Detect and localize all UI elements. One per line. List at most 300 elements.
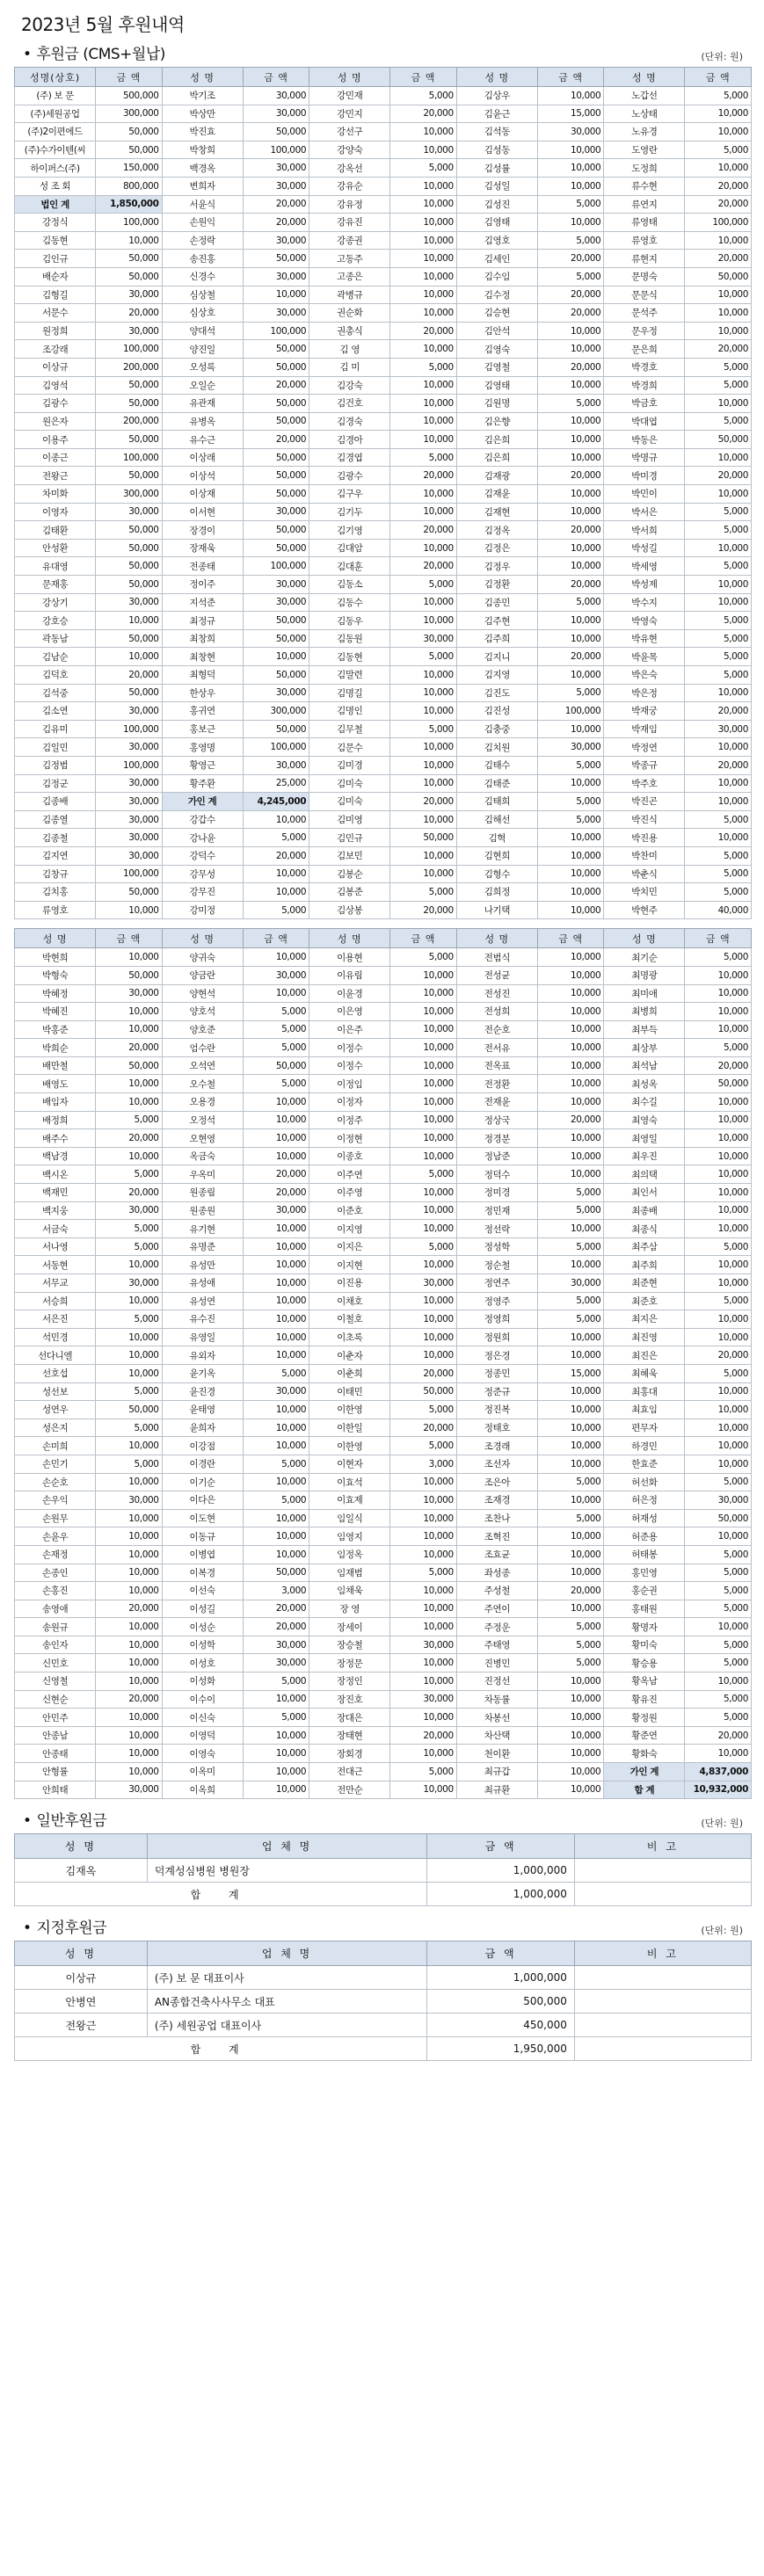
donation-amount: 10,000: [685, 322, 752, 340]
donor-name: 손민기: [15, 1455, 96, 1473]
donation-amount: 10,000: [96, 1075, 162, 1093]
donation-amount: 20,000: [390, 467, 456, 485]
cms-donation-table-2: [14, 928, 752, 1799]
designated-section-title-text: 지정후원금: [36, 1919, 107, 1938]
donation-amount: 30,000: [96, 793, 162, 811]
donor-name: 박은정: [604, 684, 685, 702]
donation-amount: 10,000: [685, 1437, 752, 1455]
donation-amount: 10,000: [685, 1419, 752, 1437]
donation-amount: 10,000: [390, 1346, 456, 1365]
donation-amount: 800,000: [96, 177, 162, 195]
donation-amount: 20,000: [537, 648, 603, 666]
donor-name: 박수지: [604, 593, 685, 612]
donation-amount: 10,000: [390, 1654, 456, 1673]
donor-name: 박형숙: [15, 966, 96, 984]
donation-amount: 30,000: [537, 738, 603, 757]
donor-name: 도정희: [604, 159, 685, 178]
donation-amount: 10,000: [243, 1220, 309, 1238]
donor-name: 전왕근: [15, 467, 96, 485]
donation-amount: 10,000: [390, 231, 456, 250]
donation-amount: 5,000: [243, 1491, 309, 1510]
table-header-row: [15, 929, 752, 948]
donation-amount: 100,000: [96, 214, 162, 232]
donation-amount: 10,000: [685, 1310, 752, 1329]
donor-name: 손윤우: [15, 1527, 96, 1546]
subtotal-amount: 4,837,000: [685, 1763, 752, 1781]
donation-amount: 10,000: [537, 1346, 603, 1365]
donor-name: 최수길: [604, 1093, 685, 1112]
donation-amount: 10,000: [243, 1111, 309, 1129]
donor-name: 박현주: [604, 901, 685, 919]
column-header-amount: 금 액: [685, 68, 752, 87]
donation-amount: 10,000: [243, 1346, 309, 1365]
donor-name: 김성진: [456, 195, 537, 214]
donation-amount: 50,000: [96, 1401, 162, 1419]
donor-name: 서은진: [15, 1310, 96, 1329]
column-header-amount: 금 액: [685, 929, 752, 948]
donor-name: 정영희: [456, 1310, 537, 1329]
donation-amount: 10,000: [685, 1527, 752, 1546]
donation-amount: 10,000: [390, 1020, 456, 1039]
donation-amount: 10,000: [537, 629, 603, 648]
donor-name: 백남경: [15, 1147, 96, 1165]
donation-amount: 5,000: [537, 1292, 603, 1310]
donor-name: 나기택: [456, 901, 537, 919]
donation-amount: 10,000: [537, 503, 603, 521]
table-row: [15, 1419, 752, 1437]
donor-name: 최미애: [604, 984, 685, 1003]
donor-name: 이수이: [162, 1690, 243, 1709]
donor-name: 원은자: [15, 412, 96, 431]
donation-amount: 30,000: [96, 702, 162, 721]
donation-amount: 5,000: [537, 1237, 603, 1256]
donation-amount: 20,000: [685, 195, 752, 214]
donation-amount: 10,000: [243, 286, 309, 304]
cms-section-header: [23, 41, 750, 63]
table-row: [15, 793, 752, 811]
donor-name: 김대암: [309, 539, 390, 557]
table-row: [15, 1020, 752, 1039]
donation-amount: 30,000: [537, 1274, 603, 1293]
donor-name: 곽병규: [309, 286, 390, 304]
table-row: [15, 948, 752, 967]
donor-name: 홍순권: [604, 1582, 685, 1600]
donation-amount: 5,000: [685, 521, 752, 540]
column-header-amount: 금 액: [390, 929, 456, 948]
cms-section-title: [23, 41, 165, 63]
donation-amount: 10,000: [537, 141, 603, 159]
donor-name: 김상봉: [309, 901, 390, 919]
donation-amount: 10,000: [537, 612, 603, 630]
donor-name: 백시온: [15, 1165, 96, 1184]
donor-name: 안종태: [15, 1745, 96, 1763]
donor-name: 이병엽: [162, 1545, 243, 1564]
donor-name: (주)2이편에드: [15, 123, 96, 141]
donor-name: 송영애: [15, 1600, 96, 1618]
donor-name: 신현순: [15, 1690, 96, 1709]
donation-amount: 50,000: [96, 467, 162, 485]
donation-amount: 10,000: [685, 1455, 752, 1473]
table-header-row: [15, 1834, 752, 1859]
donation-amount: 10,000: [243, 1473, 309, 1491]
donation-amount: 5,000: [685, 810, 752, 829]
donor-name: 윤기옥: [162, 1364, 243, 1382]
unit-label: (단위: 원): [701, 51, 743, 62]
donation-amount: 10,000: [390, 966, 456, 984]
donor-name: 이성길: [162, 1600, 243, 1618]
table-row: [15, 1709, 752, 1727]
donor-name: 김지니: [456, 648, 537, 666]
subtotal-amount: 1,850,000: [96, 195, 162, 214]
donation-amount: 20,000: [537, 467, 603, 485]
donation-amount: 10,000: [96, 648, 162, 666]
donation-amount: 20,000: [243, 214, 309, 232]
donor-name: 서승희: [15, 1292, 96, 1310]
table-row: [15, 1346, 752, 1365]
donor-name: 강유진: [309, 214, 390, 232]
donation-amount: 5,000: [537, 231, 603, 250]
donor-name: 정선락: [456, 1220, 537, 1238]
donor-name: 차동률: [456, 1690, 537, 1709]
donation-amount: 50,000: [685, 1075, 752, 1093]
donation-amount: 20,000: [685, 340, 752, 359]
donation-amount: 10,000: [96, 1147, 162, 1165]
donor-name: 김안석: [456, 322, 537, 340]
donation-amount: 30,000: [96, 1274, 162, 1293]
donor-name: 안병연: [15, 1990, 148, 2014]
donor-name: 이효석: [309, 1473, 390, 1491]
donation-amount: 50,000: [96, 376, 162, 395]
table-row: [15, 629, 752, 648]
donation-amount: 10,000: [390, 1545, 456, 1564]
donation-amount: 50,000: [685, 1509, 752, 1527]
donation-amount: 10,000: [685, 485, 752, 504]
donor-name: 김승현: [456, 304, 537, 323]
donor-name: 김주현: [456, 612, 537, 630]
donation-amount: 5,000: [96, 1111, 162, 1129]
donation-amount: 10,000: [243, 1292, 309, 1310]
donor-name: 김무철: [309, 720, 390, 738]
donation-amount: 5,000: [685, 948, 752, 967]
donor-name: 최석남: [604, 1056, 685, 1075]
donor-name: 유기현: [162, 1220, 243, 1238]
donation-amount: 3,000: [243, 1582, 309, 1600]
table-row: [15, 1859, 752, 1883]
donor-name: 박성길: [604, 539, 685, 557]
donor-name: 강갑수: [162, 810, 243, 829]
donation-amount: 10,000: [685, 1020, 752, 1039]
donor-name: 이은주: [309, 1020, 390, 1039]
donor-name: 배정희: [15, 1111, 96, 1129]
donor-name: 이한영: [309, 1401, 390, 1419]
donation-amount: 5,000: [243, 1020, 309, 1039]
donation-amount: 50,000: [243, 340, 309, 359]
table-row: [15, 1654, 752, 1673]
donation-amount: 40,000: [685, 901, 752, 919]
donor-name: 허선화: [604, 1473, 685, 1491]
donor-name: 류영호: [604, 231, 685, 250]
column-header-name: 성 명: [15, 1834, 148, 1859]
column-header-name: 성 명: [456, 68, 537, 87]
donation-amount: 10,000: [243, 1093, 309, 1112]
donation-amount: 10,000: [685, 1165, 752, 1184]
donation-amount: 10,000: [685, 738, 752, 757]
bullet-icon: •: [23, 1919, 32, 1938]
donation-amount: 10,000: [243, 1328, 309, 1346]
donation-amount: 500,000: [427, 1990, 575, 2014]
donation-amount: 10,000: [390, 1310, 456, 1329]
donor-name: 김강숙: [309, 376, 390, 395]
donor-name: 신경수: [162, 267, 243, 286]
donor-name: 이지영: [309, 1220, 390, 1238]
donation-amount: 20,000: [96, 1039, 162, 1057]
donation-amount: 50,000: [685, 431, 752, 449]
donor-name: 이춘희: [309, 1364, 390, 1382]
donation-amount: 10,000: [537, 1564, 603, 1582]
donation-amount: 5,000: [685, 376, 752, 395]
donor-name: 신영철: [15, 1673, 96, 1691]
donation-amount: 10,000: [537, 720, 603, 738]
table-row: [15, 738, 752, 757]
donation-amount: 5,000: [685, 1039, 752, 1057]
donation-amount: 5,000: [537, 793, 603, 811]
donation-amount: 100,000: [96, 448, 162, 467]
donation-amount: 5,000: [685, 1600, 752, 1618]
donor-name: 전만순: [309, 1781, 390, 1799]
donation-amount: 100,000: [537, 702, 603, 721]
column-header-amount: 금 액: [390, 68, 456, 87]
donor-name: 이주영: [309, 1184, 390, 1202]
donation-amount: 10,000: [537, 1600, 603, 1618]
donation-amount: 10,000: [537, 1781, 603, 1799]
donor-name: 조선자: [456, 1455, 537, 1473]
donor-name: 이정주: [309, 1111, 390, 1129]
donation-amount: 10,000: [537, 901, 603, 919]
table-row: [15, 720, 752, 738]
donation-amount: 50,000: [390, 1382, 456, 1401]
donation-amount: 30,000: [96, 738, 162, 757]
donation-amount: 10,000: [96, 1437, 162, 1455]
donor-name: 백지웅: [15, 1201, 96, 1220]
total-note: [574, 1883, 751, 1906]
donation-amount: 20,000: [685, 177, 752, 195]
donor-name: 최종배: [604, 1201, 685, 1220]
donor-name: 전범식: [456, 948, 537, 967]
donor-name: 박재임: [604, 720, 685, 738]
donor-name: 박금호: [604, 395, 685, 413]
donation-amount: 50,000: [96, 883, 162, 902]
donation-amount: 100,000: [96, 865, 162, 883]
donor-name: 김정환: [456, 576, 537, 594]
donation-amount: 10,000: [243, 865, 309, 883]
donor-name: 장승철: [309, 1636, 390, 1654]
donor-name: 김재옥: [15, 1859, 148, 1883]
donation-amount: 150,000: [96, 159, 162, 178]
donation-amount: 30,000: [537, 123, 603, 141]
donor-name: 김봉순: [309, 865, 390, 883]
donor-name: 김성률: [456, 159, 537, 178]
donor-name: 정은경: [456, 1346, 537, 1365]
donation-amount: 10,000: [390, 412, 456, 431]
donation-amount: 30,000: [243, 756, 309, 774]
donor-name: 이현자: [309, 1455, 390, 1473]
donation-amount: 50,000: [243, 1564, 309, 1582]
donor-name: 김태준: [456, 774, 537, 793]
donor-name: 조재경: [456, 1491, 537, 1510]
donor-name: 최규갑: [456, 1763, 537, 1781]
donor-name: 곽동남: [15, 629, 96, 648]
donation-amount: 20,000: [390, 557, 456, 576]
donor-name: 최준현: [604, 1274, 685, 1293]
donor-name: 이정수: [309, 1039, 390, 1057]
donor-name: 김석중: [15, 684, 96, 702]
general-donation-table: [14, 1833, 752, 1906]
donation-amount: 10,000: [685, 1382, 752, 1401]
donation-amount: 10,000: [390, 1509, 456, 1527]
table-row: [15, 883, 752, 902]
donation-amount: 30,000: [243, 503, 309, 521]
donation-amount: 10,000: [537, 87, 603, 105]
donation-amount: 10,000: [96, 1509, 162, 1527]
donor-name: 김말련: [309, 666, 390, 685]
donor-name: 이상규: [15, 358, 96, 376]
donation-amount: 10,000: [96, 1328, 162, 1346]
donor-name: 양금란: [162, 966, 243, 984]
donor-name: 이영덕: [162, 1726, 243, 1745]
column-header-amount: 금 액: [243, 929, 309, 948]
donation-amount: 5,000: [537, 267, 603, 286]
column-header-name: 성 명: [162, 68, 243, 87]
donor-name: 최준호: [604, 1292, 685, 1310]
bullet-icon: •: [23, 46, 32, 63]
donor-name: 정종민: [456, 1364, 537, 1382]
donor-name: 이서현: [162, 503, 243, 521]
donor-name: 문재홍: [15, 576, 96, 594]
donation-amount: 10,000: [390, 1147, 456, 1165]
donor-name: 정원희: [456, 1328, 537, 1346]
table-row: [15, 340, 752, 359]
donation-amount: 30,000: [243, 684, 309, 702]
donation-amount: 10,000: [685, 966, 752, 984]
donation-amount: 10,000: [96, 1256, 162, 1274]
donation-amount: 20,000: [96, 304, 162, 323]
donation-amount: 20,000: [685, 1056, 752, 1075]
donor-name: 오정석: [162, 1111, 243, 1129]
donation-amount: 5,000: [685, 503, 752, 521]
donation-amount: 20,000: [537, 1582, 603, 1600]
donor-name: 전재윤: [456, 1093, 537, 1112]
donor-name: 성연우: [15, 1401, 96, 1419]
donor-name: 최의택: [604, 1165, 685, 1184]
donor-name: 장재욱: [162, 539, 243, 557]
donor-name: 정순철: [456, 1256, 537, 1274]
donor-name: 심상호: [162, 304, 243, 323]
donation-amount: 10,000: [243, 1237, 309, 1256]
donation-amount: 50,000: [243, 250, 309, 268]
donation-amount: 10,000: [685, 1220, 752, 1238]
donation-amount: 10,000: [243, 810, 309, 829]
column-header-name: 성 명: [162, 929, 243, 948]
donor-name: 유성애: [162, 1274, 243, 1293]
subtotal-label: 가인 계: [162, 793, 243, 811]
donor-name: 신민호: [15, 1654, 96, 1673]
donation-amount: 5,000: [390, 87, 456, 105]
donation-amount: 10,000: [390, 195, 456, 214]
donor-name: 서윤식: [162, 195, 243, 214]
table-row: [15, 521, 752, 540]
donor-name: 김영호: [456, 231, 537, 250]
donor-name: 권순화: [309, 304, 390, 323]
donor-name: 윤진경: [162, 1382, 243, 1401]
donor-name: 이정자: [309, 1093, 390, 1112]
column-header-name: 성 명: [15, 929, 96, 948]
column-header-name: 성 명: [309, 68, 390, 87]
donor-name: 이경란: [162, 1455, 243, 1473]
donor-name: 김 영: [309, 340, 390, 359]
donor-name: 황화숙: [604, 1745, 685, 1763]
donation-amount: 20,000: [685, 756, 752, 774]
donation-amount: 10,000: [96, 1364, 162, 1382]
donor-name: 문은희: [604, 340, 685, 359]
donor-name: 김희정: [456, 883, 537, 902]
table-row: [15, 1310, 752, 1329]
donation-amount: 5,000: [537, 1184, 603, 1202]
donation-amount: 50,000: [243, 395, 309, 413]
table-row: [15, 1292, 752, 1310]
donor-name: 백재민: [15, 1184, 96, 1202]
donor-name: 유수진: [162, 1310, 243, 1329]
donor-name: 정이주: [162, 576, 243, 594]
donor-name: 전종태: [162, 557, 243, 576]
donation-amount: 10,000: [243, 1147, 309, 1165]
donation-amount: 10,000: [390, 1256, 456, 1274]
donation-amount: 5,000: [685, 1473, 752, 1491]
donor-name: 김재광: [456, 467, 537, 485]
donation-amount: 50,000: [96, 123, 162, 141]
donor-name: 유병옥: [162, 412, 243, 431]
donation-amount: 10,000: [243, 1256, 309, 1274]
donor-name: 백경옥: [162, 159, 243, 178]
donor-name: 손종인: [15, 1564, 96, 1582]
table-row: [15, 1966, 752, 1990]
donation-amount: 5,000: [390, 1401, 456, 1419]
donation-amount: 5,000: [685, 557, 752, 576]
donation-amount: 20,000: [96, 1600, 162, 1618]
donation-amount: 100,000: [685, 214, 752, 232]
donation-amount: 20,000: [537, 286, 603, 304]
donation-amount: 15,000: [537, 1364, 603, 1382]
donation-amount: 10,000: [390, 1745, 456, 1763]
donor-name: 박정연: [604, 738, 685, 757]
table-row: [15, 503, 752, 521]
donor-name: 이윤경: [309, 984, 390, 1003]
table-row: [15, 1527, 752, 1546]
donor-name: 김영철: [456, 358, 537, 376]
donation-amount: 5,000: [685, 846, 752, 865]
donor-name: 유관재: [162, 395, 243, 413]
donor-name: 홍영명: [162, 738, 243, 757]
donor-name: 박기조: [162, 87, 243, 105]
donor-name: 류연지: [604, 195, 685, 214]
donation-amount: 10,000: [243, 948, 309, 967]
table-row: [15, 1726, 752, 1745]
donor-name: 김구우: [309, 485, 390, 504]
donor-name: 류영태: [604, 214, 685, 232]
donor-name: 장경이: [162, 521, 243, 540]
donor-name: 유명준: [162, 1237, 243, 1256]
donation-amount: 10,000: [96, 1292, 162, 1310]
donation-amount: 30,000: [96, 1201, 162, 1220]
